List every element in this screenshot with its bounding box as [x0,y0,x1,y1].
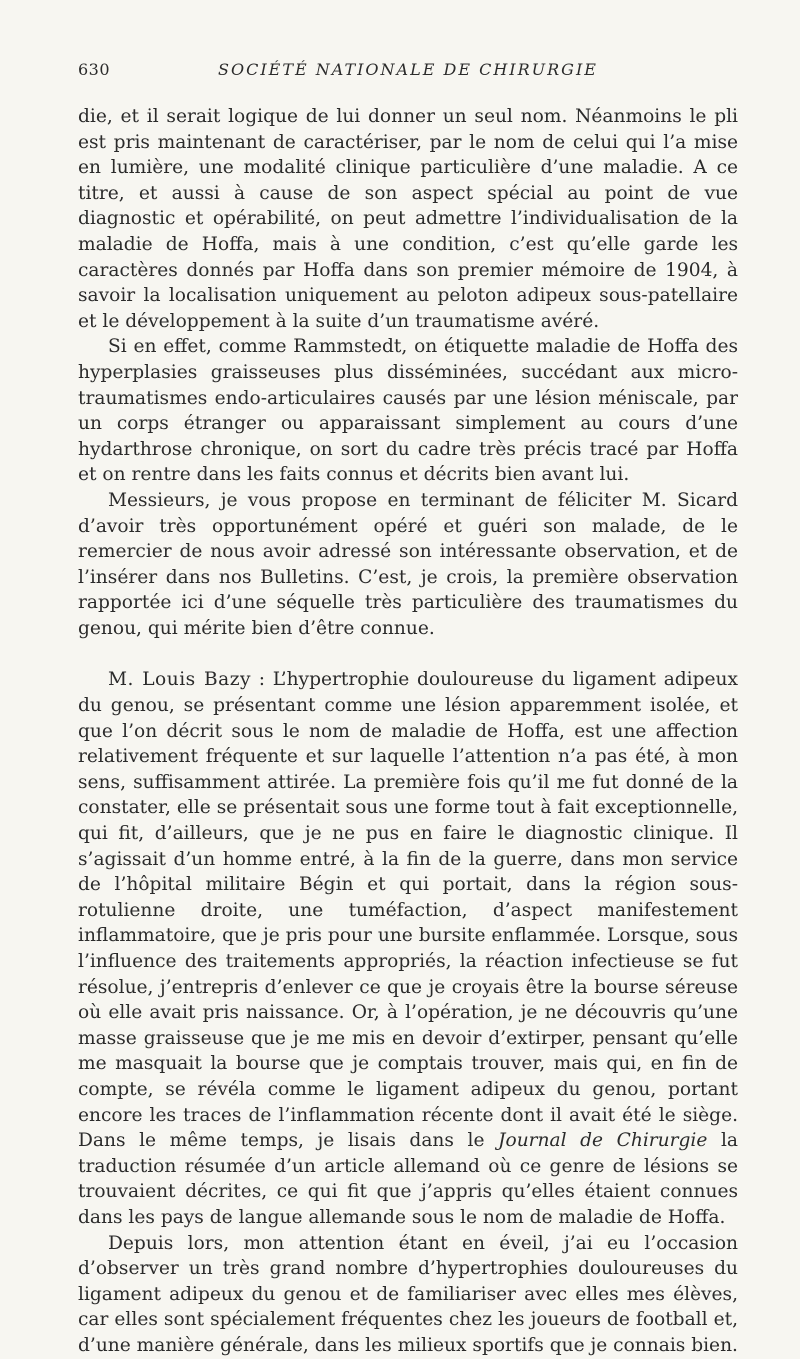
paragraph-3: Messieurs, je vous propose en terminant de féliciter M. Sicard d’avoir très opportunément opéré et guéri son malade, de le remercier de nous avoir adressé son intéressante observation, et de l’insérer dans nos Bulletins. C’est, je crois, la première observation rapportée ici d’une séquelle très particulière des traumatismes du genou, qui mérite bien d’être connue. [78,489,738,639]
paragraph-5: Depuis lors, mon attention étant en éveil, j’ai eu l’occasion d’observer un très grand nombre d’hypertrophies douloureuses du ligament adipeux du genou et de familiariser avec elles mes élèves, car elles sont spécialement fréquentes chez les joueurs de football et, d’une manière générale, dans les milieux sportifs que je connais bien. [78,1232,738,1356]
paragraph-4 [78,667,738,1230]
running-title: SOCIÉTÉ NATIONALE DE CHIRURGIE [218,60,598,79]
paragraph-2: Si en effet, comme Rammstedt, on étiquette maladie de Hoffa des hyperplasies graisseuses plus disséminées, succédant aux micro-traumatismes endo-articulaires causés par une lésion méniscale, par un corps étranger ou apparaissant simplement au cours d’une hydarthrose chronique, on sort du cadre très précis tracé par Hoffa et on rentre dans les faits connus et décrits bien avant lui. [78,336,738,486]
paragraph-4-text-b: la traduction résumée d’un article allemand où ce genre de lésions se trouvaient décrites, ce qui fit que j’appris qu’elles étaient connues dans les pays de langue allemande sous le nom de maladie de Hoffa. [78,1130,738,1228]
page-number: 630 [78,60,111,79]
speaker-name: M. Louis Bazy [108,669,252,691]
journal-title: Journal de Chirurgie [498,1130,708,1152]
paragraph-4-text-a: : L’hypertrophie douloureuse du ligament adipeux du genou, se présentant comme une lésion apparemment isolée, et que l’on décrit sous le nom de maladie de Hoffa, est une affection relativement fréquente et sur laquelle l’attention n’a pas été, à mon sens, suffisamment attirée. La première fois qu’il me fut donné de la constater, elle se présentait sous une forme tout à fait exceptionnelle, qui fit, d’ailleurs, que je ne pus en faire le diagnostic clinique. Il s’agissait d’un homme entré, à la fin de la guerre, dans mon service de l’hôpital militaire Bégin et qui portait, dans la région sous-rotulienne droite, une tuméfaction, d’aspect manifestement inflammatoire, que je pris pour une bursite enflammée. Lorsque, sous l’influence des traitements appropriés, la réaction infectieuse se fut résolue, j’entrepris d’enlever ce que je croyais être la bourse séreuse où elle avait pris naissance. Or, à l’opération, je ne découvris qu’une masse graisseuse que je me mis en devoir d’extirper, pensant qu’elle me masquait la bourse que je comptais trouver, mais qui, en fin de compte, se révéla comme le ligament adipeux du genou, portant encore les traces de l’inflammation récente dont il avait été le siège. Dans le même temps, je lisais dans le [78,669,738,1152]
article-body [78,104,738,1359]
running-header [78,60,738,86]
paragraph-1: die, et il serait logique de lui donner un seul nom. Néanmoins le pli est pris maintenant de caractériser, par le nom de celui qui l’a mise en lumière, une modalité clinique particulière d’une maladie. A ce titre, et aussi à cause de son aspect spécial au point de vue diagnostic et opérabilité, on peut admettre l’individualisation de la maladie de Hoffa, mais à une condition, c’est qu’elle garde les caractères donnés par Hoffa dans son premier mémoire de 1904, à savoir la localisation uniquement au peloton adipeux sous-patellaire et le développement à la suite d’un traumatisme avéré. [78,106,738,332]
